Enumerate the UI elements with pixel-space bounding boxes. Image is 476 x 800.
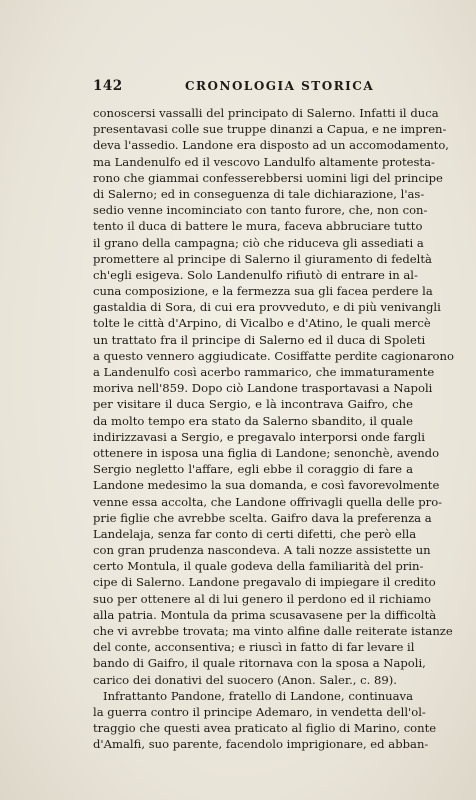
text-line: da molto tempo era stato da Salerno sbandito, il quale <box>93 413 413 428</box>
body-text <box>93 105 454 753</box>
text-line: alla patria. Montula da prima scusavasene per la difficoltà <box>93 607 437 622</box>
text-line: con gran prudenza nascondeva. A tali nozze assistette un <box>93 543 431 558</box>
text-line: che vi avrebbe trovata; ma vinto alfine dalle reiterate istanze <box>93 624 453 638</box>
text-line: Landelaja, senza far conto di certi difetti, che però ella <box>93 526 417 541</box>
page-number: 142 <box>93 78 123 94</box>
text-line: tento il duca di battere le mura, faceva abbruciare tutto <box>93 219 423 234</box>
running-title: CRONOLOGIA STORICA <box>185 79 375 93</box>
page-header <box>93 78 398 96</box>
text-line: un trattato fra il principe di Salerno ed il duca di Spoleti <box>93 332 426 347</box>
text-line: promettere al principe di Salerno il giuramento di fedeltà <box>93 251 432 266</box>
text-line: Landone medesimo la sua domanda, e così favorevolmente <box>93 478 440 493</box>
text-line: presentavasi colle sue truppe dinanzi a Capua, e ne impren- <box>93 122 447 137</box>
text-line: sedio venne incominciato con tanto furore, che, non con- <box>93 203 428 218</box>
text-line: venne essa accolta, che Landone offrivagli quella delle pro- <box>93 494 443 509</box>
text-line: prie figlie che avrebbe scelta. Gaifro dava la preferenza a <box>93 510 432 525</box>
text-line: rono che giammai confesserebbersi uomini ligi del principe <box>93 170 443 185</box>
text-line: per visitare il duca Sergio, e là incontrava Gaifro, che <box>93 397 413 412</box>
text-line: bando di Gaifro, il quale ritornava con la sposa a Napoli, <box>93 656 426 671</box>
text-line: Infrattanto Pandone, fratello di Landone, continuava <box>103 688 413 703</box>
text-line: moriva nell'859. Dopo ciò Landone trasportavasi a Napoli <box>93 381 433 396</box>
text-line: Sergio negletto l'affare, egli ebbe il coraggio di fare a <box>93 462 413 477</box>
text-line: conoscersi vassalli del principato di Salerno. Infatti il duca <box>93 106 439 120</box>
text-line: del conte, acconsentiva; e riuscì in fatto di far levare il <box>93 640 415 655</box>
text-line: indirizzavasi a Sergio, e pregavalo interporsi onde fargli <box>93 429 425 444</box>
text-line: d'Amalfi, suo parente, facendolo imprigionare, ed abban- <box>93 737 429 752</box>
text-line: ottenere in isposa una figlia di Landone; senonchè, avendo <box>93 445 440 460</box>
text-line: certo Montula, il quale godeva della familiarità del prin- <box>93 559 424 574</box>
text-line: ch'egli esigeva. Solo Landenulfo rifiutò di entrare in al- <box>93 267 418 282</box>
text-line: cuna composizione, e la fermezza sua gli facea perdere la <box>93 284 433 299</box>
text-line: cipe di Salerno. Landone pregavalo di impiegare il credito <box>93 575 436 590</box>
text-line: gastaldia di Sora, di cui era provveduto, e di più venivangli <box>93 300 441 315</box>
text-line: il grano della campagna; ciò che riduceva gli assediati a <box>93 235 424 250</box>
text-line: carico dei donativi del suocero (Anon. Saler., c. 89). <box>93 672 397 687</box>
text-line: a Landenulfo così acerbo rammarico, che immaturamente <box>93 365 435 379</box>
text-line: deva l'assedio. Landone era disposto ad un accomodamento, <box>93 138 449 153</box>
text-line: ma Landenulfo ed il vescovo Landulfo altamente protesta- <box>93 154 435 169</box>
text-line: a questo vennero aggiudicate. Cosiffatte perdite cagionarono <box>93 348 454 363</box>
text-line: di Salerno; ed in conseguenza di tale dichiarazione, l'as- <box>93 186 425 201</box>
text-line: traggio che questi avea praticato al figlio di Marino, conte <box>93 721 437 736</box>
text-line: la guerra contro il principe Ademaro, in vendetta dell'ol- <box>93 704 426 719</box>
text-line: suo per ottenere al di lui genero il perdono ed il richiamo <box>93 591 432 606</box>
text-line: tolte le città d'Arpino, di Vicalbo e d'Atino, le quali mercè <box>93 316 431 331</box>
